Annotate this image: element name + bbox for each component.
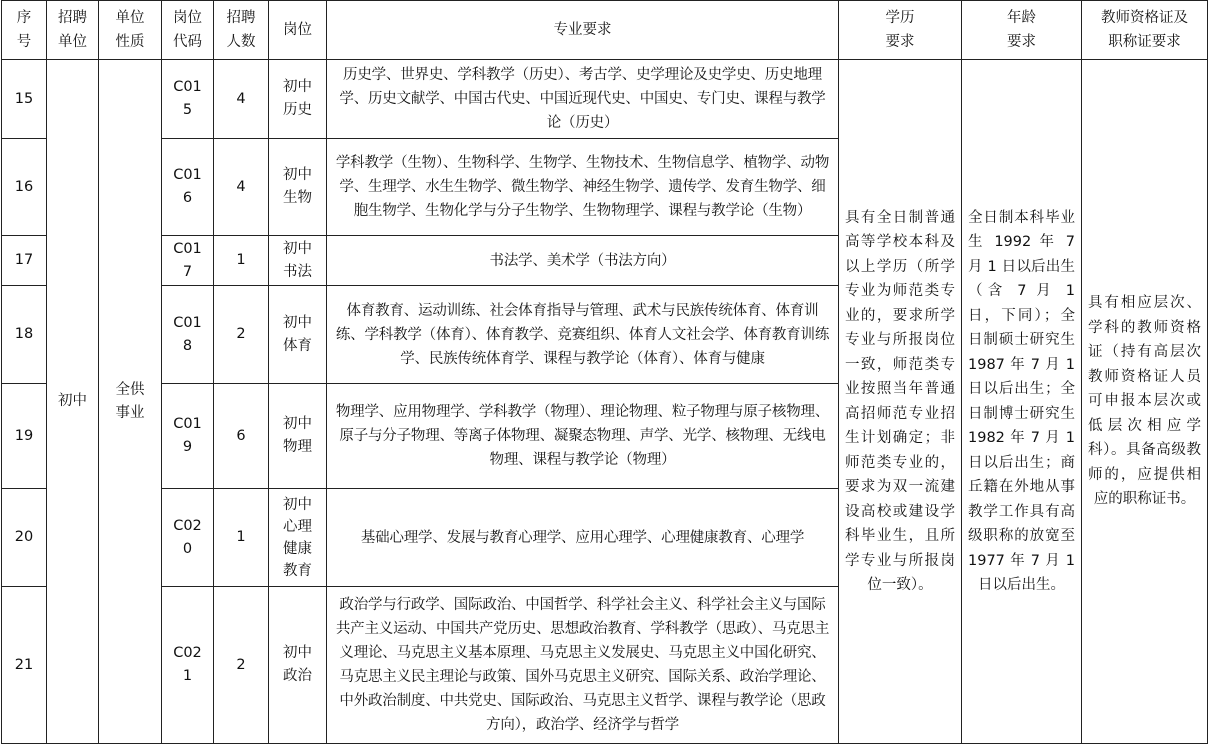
header-unit: 招聘 单位 <box>47 1 99 60</box>
code-cell: C01 8 <box>162 286 214 384</box>
count-cell: 6 <box>214 384 269 489</box>
header-seq: 序 号 <box>2 1 47 60</box>
count-cell: 4 <box>214 139 269 236</box>
education-requirement-cell: 具有全日制普通高等学校本科及以上学历（所学专业为师范类专业的，要求所学专业与所报岗位一致，师范类专业按照当年普通高招师范专业招生计划确定；非师范类专业的，要求为双一流建设高校或建设学科毕业生，且所学专业与所报岗位一致）。 <box>839 60 962 744</box>
seq-cell: 17 <box>2 236 47 286</box>
major-cell: 学科教学（生物）、生物科学、生物学、生物技术、生物信息学、植物学、动物学、生理学、水生生物学、微生物学、神经生物学、遗传学、发育生物学、细胞生物学、生物化学与分子生物学、生物物理学、课程与教学论（生物） <box>327 139 839 236</box>
table-row <box>2 60 1208 139</box>
count-cell: 2 <box>214 286 269 384</box>
age-requirement-cell: 全日制本科毕业生 1992 年 7 月 1 日以后出生（含 7 月 1 日，下同）；全日制硕士研究生 1987 年 7 月 1 日以后出生；全日制博士研究生 1982 年 7 月 1 日以后出生；商丘籍在外地从事教学工作具有高级职称的放宽至 1977 年 7 月 1 日以后出生。 <box>962 60 1082 744</box>
position-cell: 初中 物理 <box>269 384 327 489</box>
code-cell: C01 7 <box>162 236 214 286</box>
position-cell: 初中 心理 健康 教育 <box>269 489 327 587</box>
seq-cell: 18 <box>2 286 47 384</box>
major-cell: 基础心理学、发展与教育心理学、应用心理学、心理健康教育、心理学 <box>327 489 839 587</box>
header-cert: 教师资格证及 职称证要求 <box>1082 1 1208 60</box>
code-cell: C02 0 <box>162 489 214 587</box>
count-cell: 2 <box>214 587 269 744</box>
seq-cell: 19 <box>2 384 47 489</box>
count-cell: 1 <box>214 236 269 286</box>
position-cell: 初中 体育 <box>269 286 327 384</box>
code-cell: C01 9 <box>162 384 214 489</box>
header-position: 岗位 <box>269 1 327 60</box>
code-cell: C01 6 <box>162 139 214 236</box>
position-cell: 初中 书法 <box>269 236 327 286</box>
header-nature: 单位 性质 <box>99 1 162 60</box>
nature-cell: 全供 事业 <box>99 60 162 744</box>
certificate-requirement-cell: 具有相应层次、学科的教师资格证（持有高层次教师资格证人员可申报本层次或低层次相应学科）。具备高级教师的，应提供相应的职称证书。 <box>1082 60 1208 744</box>
recruitment-table <box>1 0 1208 744</box>
position-cell: 初中 历史 <box>269 60 327 139</box>
header-age: 年龄 要求 <box>962 1 1082 60</box>
header-count: 招聘 人数 <box>214 1 269 60</box>
major-cell: 书法学、美术学（书法方向） <box>327 236 839 286</box>
header-row <box>2 1 1208 60</box>
position-cell: 初中 政治 <box>269 587 327 744</box>
unit-cell: 初中 <box>47 60 99 744</box>
code-cell: C02 1 <box>162 587 214 744</box>
seq-cell: 16 <box>2 139 47 236</box>
count-cell: 4 <box>214 60 269 139</box>
code-cell: C01 5 <box>162 60 214 139</box>
count-cell: 1 <box>214 489 269 587</box>
seq-cell: 21 <box>2 587 47 744</box>
major-cell: 历史学、世界史、学科教学（历史）、考古学、史学理论及史学史、历史地理学、历史文献学、中国古代史、中国近现代史、中国史、专门史、课程与教学论（历史） <box>327 60 839 139</box>
seq-cell: 20 <box>2 489 47 587</box>
header-education: 学历 要求 <box>839 1 962 60</box>
position-cell: 初中 生物 <box>269 139 327 236</box>
header-major: 专业要求 <box>327 1 839 60</box>
major-cell: 政治学与行政学、国际政治、中国哲学、科学社会主义、科学社会主义与国际共产主义运动、中国共产党历史、思想政治教育、学科教学（思政）、马克思主义理论、马克思主义基本原理、马克思主义发展史、马克思主义中国化研究、马克思主义民主理论与政策、国外马克思主义研究、国际关系、政治学理论、中外政治制度、中共党史、国际政治、马克思主义哲学、课程与教学论（思政方向），政治学、经济学与哲学 <box>327 587 839 744</box>
seq-cell: 15 <box>2 60 47 139</box>
major-cell: 物理学、应用物理学、学科教学（物理）、理论物理、粒子物理与原子核物理、原子与分子物理、等离子体物理、凝聚态物理、声学、光学、核物理、无线电物理、课程与教学论（物理） <box>327 384 839 489</box>
major-cell: 体育教育、运动训练、社会体育指导与管理、武术与民族传统体育、体育训练、学科教学（体育）、体育教学、竞赛组织、体育人文社会学、体育教育训练学、民族传统体育学、课程与教学论（体育）、体育与健康 <box>327 286 839 384</box>
header-code: 岗位 代码 <box>162 1 214 60</box>
